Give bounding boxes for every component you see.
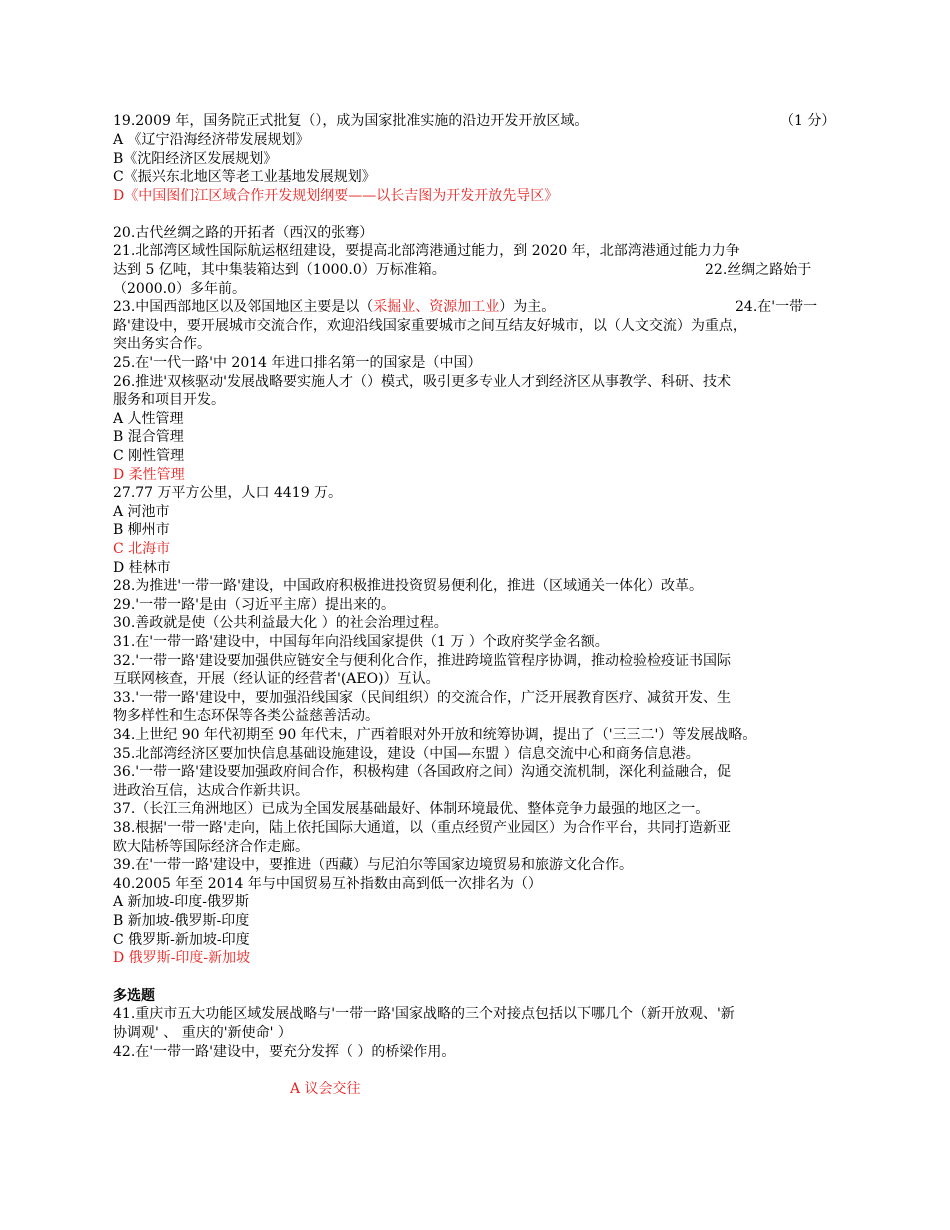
question-27: 27.77 万平方公里，人口 4419 万。 (113, 485, 343, 501)
question-42-option-a: A 议会交往 (290, 1081, 361, 1097)
question-41-line-2: 协调观' 、 重庆的'新使命' ） (113, 1025, 292, 1041)
question-31: 31.在'一带一路'建设中，中国每年向沿线国家提供（1 万 ）个政府奖学金名额。 (113, 634, 609, 650)
question-23-answer: 采掘业、资源加工业 (373, 299, 500, 315)
question-38-line-1: 38.根据'一带一路'走向，陆上依托国际大通道，以（重点经贸产业园区）为合作平台，共同打造新亚 (113, 820, 731, 836)
question-33-line-1: 33.'一带一路'建设中，要加强沿线国家（民间组织）的交流合作，广泛开展教育医疗、减贫开发、生 (113, 690, 731, 706)
question-36-line-1: 36.'一带一路'建设要加强政府间合作，积极构建（各国政府之间）沟通交流机制，深化利益融合，促 (113, 764, 731, 780)
question-40-option-d-answer: D 俄罗斯-印度-新加坡 (113, 950, 251, 966)
question-23-after: ）为主。 (499, 299, 556, 315)
question-26-option-a: A 人性管理 (113, 411, 184, 427)
question-32-line-2: 互联网核查，开展（经认证的经营者'(AEO)）互认。 (113, 671, 440, 687)
question-40-option-c: C 俄罗斯-新加坡-印度 (113, 932, 250, 948)
question-26-option-c: C 刚性管理 (113, 448, 185, 464)
question-30: 30.善政就是使（公共利益最大化 ）的社会治理过程。 (113, 615, 448, 631)
question-26-option-b: B 混合管理 (113, 429, 184, 445)
question-19-option-b: B《沈阳经济区发展规划》 (113, 151, 278, 167)
question-28: 28.为推进'一带一路'建设，中国政府积极推进投资贸易便利化，推进（区域通关一体化）改革。 (113, 578, 703, 594)
section-heading-multi-choice: 多选题 (113, 988, 155, 1004)
question-22-end: （2000.0）多年前。 (113, 281, 246, 297)
question-27-option-d: D 桂林市 (113, 560, 171, 576)
question-40-option-b: B 新加坡-俄罗斯-印度 (113, 913, 250, 929)
question-26-option-d-answer: D 柔性管理 (113, 467, 185, 483)
question-42: 42.在'一带一路'建设中，要充分发挥（ ）的桥梁作用。 (113, 1044, 456, 1060)
question-29: 29.'一带一路'是由（习近平主席）提出来的。 (113, 597, 395, 613)
question-24-line-3: 突出务实合作。 (113, 336, 211, 352)
question-19: 19.2009 年，国务院正式批复（），成为国家批准实施的沿边开发开放区域。 (113, 113, 589, 129)
question-19-option-d-answer: D《中国图们江区域合作开发规划纲要——以长吉图为开发开放先导区》 (113, 188, 559, 204)
question-32-line-1: 32.'一带一路'建设要加强供应链安全与便利化合作，推进跨境监管程序协调，推动检验检疫证书国际 (113, 653, 731, 669)
question-19-option-c: C《振兴东北地区等老工业基地发展规划》 (113, 169, 376, 185)
question-24-start: 24.在'一带一 (735, 299, 818, 315)
question-39: 39.在'一带一路'建设中，要推进（西藏）与尼泊尔等国家边境贸易和旅游文化合作。 (113, 857, 633, 873)
question-23 (113, 298, 555, 316)
question-21-line-2: 达到 5 亿吨，其中集装箱达到（1000.0）万标准箱。 (113, 262, 446, 278)
question-27-option-b: B 柳州市 (113, 522, 170, 538)
question-35: 35.北部湾经济区要加快信息基础设施建设，建设（中国—东盟 ）信息交流中心和商务信息港。 (113, 746, 700, 762)
question-25: 25.在'一代一路'中 2014 年进口排名第一的国家是（中国） (113, 355, 482, 371)
question-22-start: 22.丝绸之路始于 (705, 262, 812, 278)
question-26-line-1: 26.推进'双核驱动'发展战略要实施人才（）模式，吸引更多专业人才到经济区从事教学、科研、技术 (113, 374, 731, 390)
question-23-before: 23.中国西部地区以及邻国地区主要是以（ (113, 299, 374, 315)
question-27-option-a: A 河池市 (113, 504, 170, 520)
question-41-line-1: 41.重庆市五大功能区域发展战略与'一带一路'国家战略的三个对接点包括以下哪几个（新开放观、'新 (113, 1006, 735, 1022)
question-36-line-2: 进政治互信，达成合作新共识。 (113, 783, 309, 799)
question-38-line-2: 欧大陆桥等国际经济合作走廊。 (113, 839, 309, 855)
question-40-option-a: A 新加坡-印度-俄罗斯 (113, 894, 250, 910)
question-34: 34.上世纪 90 年代初期至 90 年代末，广西着眼对外开放和统筹协调，提出了（'三三二'）等发展战略。 (113, 727, 757, 743)
question-37: 37.（长江三角洲地区）已成为全国发展基础最好、体制环境最优、整体竞争力最强的地区之一。 (113, 801, 710, 817)
question-20: 20.古代丝绸之路的开拓者（西汉的张骞） (113, 225, 374, 241)
question-19-option-a: A 《辽宁沿海经济带发展规划》 (113, 132, 310, 148)
question-24-line-2: 路'建设中，要开展城市交流合作，欢迎沿线国家重要城市之间互结友好城市，以（人文交流）为重点， (113, 318, 747, 334)
question-33-line-2: 物多样性和生态环保等各类公益慈善活动。 (113, 708, 379, 724)
question-21-line-1: 21.北部湾区域性国际航运枢纽建设，要提高北部湾港通过能力，到 2020 年，北部湾港通过能力力争 (113, 243, 740, 259)
question-27-option-c-answer: C 北海市 (113, 541, 171, 557)
question-26-line-2: 服务和项目开发。 (113, 392, 225, 408)
question-40: 40.2005 年至 2014 年与中国贸易互补指数由高到低一次排名为（） (113, 876, 542, 892)
question-19-score: （1 分） (780, 113, 836, 129)
